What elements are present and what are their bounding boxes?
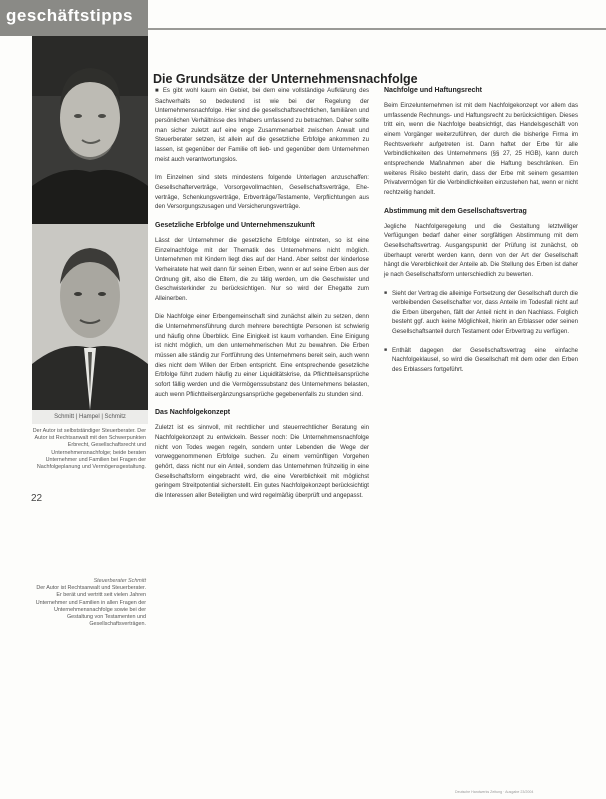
documents-paragraph: Im Einzelnen sind stets mindestens folgende Unterlagen anzuschaffen: Gesellschafterverträge, Vorsorgevollmachten, Gesellschaftsverträge, Ehe-verträge, Schenkungsverträge, Erbverträge/Testamente, Verpflichtungen aus den Versorgungszusagen und Versicherungsverträge. (155, 174, 369, 211)
heading-concept: Das Nachfolgekonzept (155, 409, 231, 417)
article-title: Die Grundsätze der Unternehmensnachfolge (153, 72, 418, 87)
heading-contract: Abstimmung mit dem Gesellschaftsvertrag (384, 207, 527, 215)
lead-square-icon: ■ (155, 88, 160, 94)
article-column-left (155, 86, 369, 510)
section-header-band (0, 0, 148, 36)
heading-succession: Gesetzliche Erbfolge und Unternehmenszukunft (155, 221, 315, 229)
intro-text: Es gibt wohl kaum ein Gebiet, bei dem eine vollständige Aufklärung des Sachverhalts so bedeutend ist wie bei der Regelung der Unternehmensnachfolge. Hier sind die gesellschaftsrechtlichen, familiären und persönlichen Verhältnisse des Inhabers umfassend zu betrachten. Daher sollte man sicher zuletzt auf eine enge Zusammenarbeit zwischen Anwalt und Steuerberater setzen, ist allein auf die gesetzliche Erbfolge ankommen zu lassen, ist gegenüber der Familie oft lieb- und gegenüber dem Unternehmen meist auch verantwortungslos. (155, 87, 370, 163)
heading-liability: Nachfolge und Haftungsrecht (384, 87, 483, 94)
succession-paragraph: Lässt der Unternehmer die gesetzliche Erbfolge eintreten, so ist eine Einzelnachfolge mit der Thematik des Unternehmens nicht möglich. Unternehmen mit Kindern liegt dies auf der Hand. Aber selbst der kinderlose Verheiratete hat weit dann für seinen Erben, wenn er auf seine Erben aus der Ordnung gilt, also die Eltern, die zu tätig werden, um die Geschwister und Geschwisterkinder zu berücksichtigen. Nur so wird der Ehegatte zum Alleinerben. (155, 236, 369, 302)
author-bio-1 (32, 428, 146, 471)
portrait-2-graphic (32, 224, 148, 410)
author-photo-2 (32, 224, 148, 410)
page-number: 22 (31, 493, 43, 504)
list-item: ■ Enthält dagegen der Gesellschaftsvertrag eine einfache Nachfolgeklausel, so wird die Gesellschaft mit dem oder den Erben des Erblassers fortgeführt. (384, 346, 578, 375)
article-column-right (384, 86, 578, 384)
list-item: ■ Sieht der Vertrag die alleinige Fortsetzung der Gesellschaft durch die verbleibenden Gesellschafter vor, dass Anteile im Todesfall nicht auf die Erben übergehen, fällt der Anteil nicht in den Nachlass. Folglich besteht ggf. auch keine Möglichkeit, hierin an Erblasser oder seinen Gesellschaftsanteil durch Testament oder Erbvertrag zu verfügen. (384, 289, 578, 337)
contract-bullet-list (384, 289, 578, 375)
author-bio-2 (32, 578, 146, 628)
photo-caption: Schmitt | Hampel | Schmitz (32, 410, 148, 424)
author-bio-1-text: Der Autor ist selbstständiger Steuerberater. Der Autor ist Rechtsanwalt mit den Schwerpunkten Erbrecht, Gesellschaftsrecht und Unternehmensnachfolge; beide beraten Unternehmer und Familien bei Fragen der Nachfolgeplanung und Vermögensgestaltung. (32, 428, 146, 471)
contract-paragraph: Jegliche Nachfolgeregelung und die Gestaltung letztwilliger Verfügungen bedarf daher einer sorgfältigen Abstimmung mit dem Gesellschaftsvertrag. Ausgangspunkt der Prüfung ist zunächst, ob überhaupt vererbt werden kann, denn von der Art der Gesellschaft hängt die Vererblichkeit der Anteile ab. Die Stellung des Erben ist daher je nach Gesellschaftsform unterschiedlich zu bewerten. (384, 222, 578, 278)
top-rule (148, 28, 606, 30)
concept-paragraph: Zuletzt ist es sinnvoll, mit rechtlicher und steuerrechtlicher Beratung ein Nachfolgekonzept zu entwickeln. Besser noch: Die Unternehmensnachfolge nicht von Todes wegen regeln, sondern unter Lebenden die Wege der vorweggenommenen Erbfolge suchen. Zu einem vernünftigen Vorgehen gehört, dass nicht nur ein Anteil, sondern das Unternehmen frühzeitig in eine Gesellschaftsform eingebracht wird, die eine Vererblichkeit mit möglichst geringem Streitpotential sicherstellt. Ein gutes Nachfolgekonzept berücksichtigt die Interessen aller Beteiligten und wird regelmäßig überprüft und angepasst. (155, 424, 369, 499)
heirs-paragraph: Die Nachfolge einer Erbengemeinschaft sind zunächst allein zu setzen, denn die Unternehmensführung durch mehrere berechtigte Personen ist schwierig und häufig ohne Überblick. Eine Einigkeit ist kaum vorhanden. Eine Einigung ist nicht möglich, um den unternehmerischen Mut zu bewahren. Die Erben müssen alle ständig zur Fortführung des Unternehmens bereit sein, auch wenn dies nicht dem Willen der Erben entspricht. Eine entsprechende gesetzliche Erbfolge führt zudem häufig zu einer Liquiditätskrise, da Pflichtteilsansprüche sofort fällig werden und die Vermögenssubstanz des Unternehmens belasten, auch wenn Pflichtteilsergänzungsansprüche gegebenenfalls zu stunden sind. (155, 313, 369, 398)
author-photo-1 (32, 36, 148, 224)
intro-paragraph (155, 86, 369, 164)
author-bio-2-text: Der Autor ist Rechtsanwalt und Steuerberater. Er berät und vertritt seit vielen Jahren Unternehmer und Familien in allen Fragen der Unternehmensnachfolge sowie bei der Gestaltung von Testamenten und Gesellschaftsverträgen. (35, 585, 146, 628)
author-bio-2-title: Steuerberater Schmitt (93, 578, 146, 584)
liability-paragraph: Beim Einzelunternehmen ist mit dem Nachfolgekonzept vor allem das umfassende Rechnungs- und Haftungsrecht zu berücksichtigen. Dieses tritt ein, wenn die Nachfolge beabsichtigt, das Handelsgeschäft von einem Vorgänger weiterzuführen, der durch die bisherige Firma im Rechtsverkehr aufgetreten ist. Dann haftet der Erbe für alle Verbindlichkeiten des Unternehmens (§§ 27, 25 HGB), kann durch entsprechende Maßnahmen aber die Haftung beschränken. Ein weiteres Risiko besteht darin, dass der Erbe mit seinem gesamten Privatvermögen für die Verbindlichkeiten einzustehen hat, wenn er nicht rechtzeitig handelt. (384, 102, 578, 196)
section-label: geschäftstipps (6, 6, 133, 25)
portrait-1-graphic (32, 36, 148, 224)
page-footer: Deutsche Handwerks Zeitung · Ausgabe 23/2004 (455, 790, 534, 794)
